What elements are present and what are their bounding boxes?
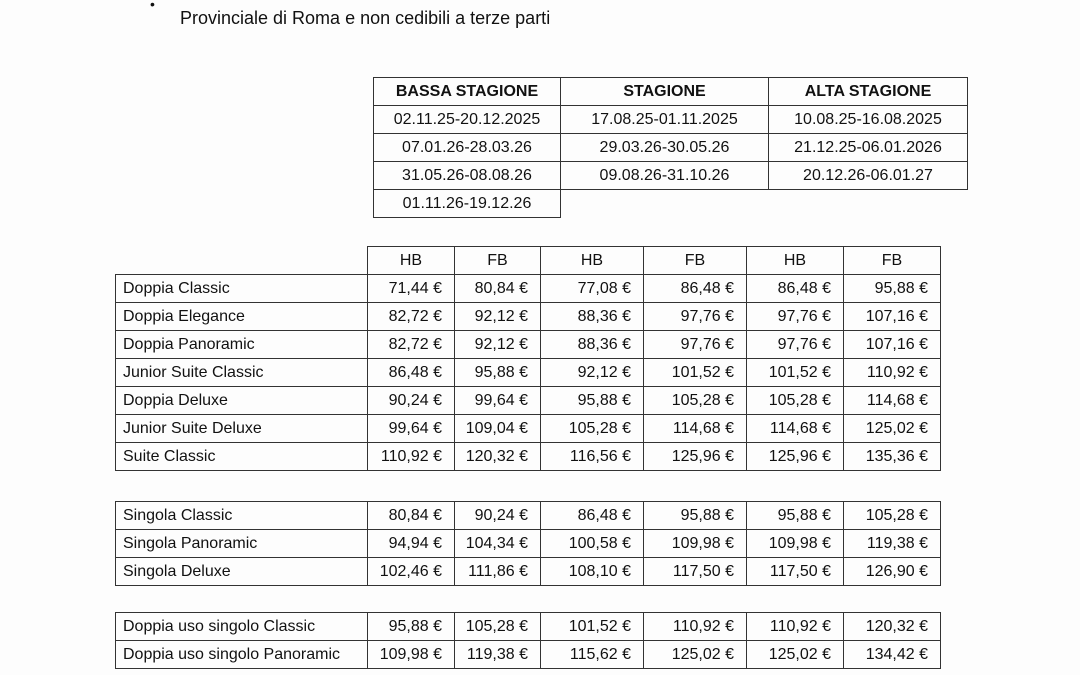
season-header-low: BASSA STAGIONE xyxy=(374,78,561,106)
rate-cell: 95,88 € xyxy=(644,502,747,530)
season-empty xyxy=(561,190,769,218)
rate-cell: 119,38 € xyxy=(844,530,941,558)
season-row xyxy=(374,106,968,134)
rate-cell: 117,50 € xyxy=(747,558,844,586)
rate-cell: 109,98 € xyxy=(644,530,747,558)
rate-cell: 94,94 € xyxy=(368,530,455,558)
rate-cell: 110,92 € xyxy=(844,359,941,387)
table-row xyxy=(116,387,941,415)
rate-cell: 125,02 € xyxy=(747,641,844,669)
rate-cell: 86,48 € xyxy=(644,275,747,303)
rate-cell: 125,96 € xyxy=(747,443,844,471)
room-type-label: Junior Suite Classic xyxy=(116,359,368,387)
rate-cell: 101,52 € xyxy=(541,613,644,641)
rate-cell: 125,02 € xyxy=(644,641,747,669)
room-type-label: Singola Classic xyxy=(116,502,368,530)
table-row xyxy=(116,641,941,669)
rate-cell: 105,28 € xyxy=(747,387,844,415)
rate-cell: 135,36 € xyxy=(844,443,941,471)
rate-cell: 102,46 € xyxy=(368,558,455,586)
rate-cell: 95,88 € xyxy=(455,359,541,387)
rate-cell: 101,52 € xyxy=(747,359,844,387)
season-header-high: ALTA STAGIONE xyxy=(769,78,968,106)
rate-cell: 105,28 € xyxy=(541,415,644,443)
season-date: 17.08.25-01.11.2025 xyxy=(561,106,769,134)
season-date: 02.11.25-20.12.2025 xyxy=(374,106,561,134)
rate-cell: 80,84 € xyxy=(368,502,455,530)
rate-cell: 105,28 € xyxy=(455,613,541,641)
table-row xyxy=(116,359,941,387)
rate-cell: 86,48 € xyxy=(747,275,844,303)
rate-cell: 109,98 € xyxy=(747,530,844,558)
season-date: 29.03.26-30.05.26 xyxy=(561,134,769,162)
season-row xyxy=(374,162,968,190)
season-date: 31.05.26-08.08.26 xyxy=(374,162,561,190)
rate-cell: 109,98 € xyxy=(368,641,455,669)
table-row xyxy=(116,275,941,303)
room-type-label: Singola Panoramic xyxy=(116,530,368,558)
rates-table-dus xyxy=(115,612,941,669)
season-date: 21.12.25-06.01.2026 xyxy=(769,134,968,162)
rate-cell: 80,84 € xyxy=(455,275,541,303)
rate-cell: 114,68 € xyxy=(844,387,941,415)
season-row xyxy=(374,134,968,162)
rate-cell: 110,92 € xyxy=(644,613,747,641)
rate-cell: 99,64 € xyxy=(368,415,455,443)
room-type-label: Doppia Panoramic xyxy=(116,331,368,359)
rate-cell: 119,38 € xyxy=(455,641,541,669)
rate-cell: 86,48 € xyxy=(368,359,455,387)
rate-cell: 117,50 € xyxy=(644,558,747,586)
rate-cell: 120,32 € xyxy=(455,443,541,471)
room-type-label: Doppia Elegance xyxy=(116,303,368,331)
room-type-label: Junior Suite Deluxe xyxy=(116,415,368,443)
season-date: 10.08.25-16.08.2025 xyxy=(769,106,968,134)
room-type-label: Doppia Classic xyxy=(116,275,368,303)
rate-cell: 97,76 € xyxy=(644,331,747,359)
rate-cell: 82,72 € xyxy=(368,331,455,359)
seasons-header-row xyxy=(374,78,968,106)
room-type-label: Suite Classic xyxy=(116,443,368,471)
rates-header-hb: HB xyxy=(368,247,455,275)
rate-cell: 90,24 € xyxy=(368,387,455,415)
rate-cell: 107,16 € xyxy=(844,303,941,331)
rate-cell: 105,28 € xyxy=(844,502,941,530)
rate-cell: 104,34 € xyxy=(455,530,541,558)
rate-cell: 110,92 € xyxy=(368,443,455,471)
intro-line-2: Provinciale di Roma e non cedibili a terze parti xyxy=(180,8,551,28)
rate-cell: 97,76 € xyxy=(644,303,747,331)
season-date: 01.11.26-19.12.26 xyxy=(374,190,561,218)
intro-line-1 xyxy=(180,0,838,1)
rates-table-single xyxy=(115,501,941,586)
rate-cell: 71,44 € xyxy=(368,275,455,303)
rate-cell: 92,12 € xyxy=(455,303,541,331)
rate-cell: 97,76 € xyxy=(747,331,844,359)
rate-cell: 111,86 € xyxy=(455,558,541,586)
rates-table-double xyxy=(115,246,941,471)
rate-cell: 114,68 € xyxy=(644,415,747,443)
table-row xyxy=(116,331,941,359)
table-row xyxy=(116,613,941,641)
room-type-label: Doppia Deluxe xyxy=(116,387,368,415)
season-date: 07.01.26-28.03.26 xyxy=(374,134,561,162)
table-row xyxy=(116,502,941,530)
rate-cell: 120,32 € xyxy=(844,613,941,641)
table-row xyxy=(116,443,941,471)
rate-cell: 97,76 € xyxy=(747,303,844,331)
table-row xyxy=(116,558,941,586)
rate-cell: 109,04 € xyxy=(455,415,541,443)
rate-cell: 114,68 € xyxy=(747,415,844,443)
season-row xyxy=(374,190,968,218)
rate-cell: 95,88 € xyxy=(541,387,644,415)
rate-cell: 92,12 € xyxy=(455,331,541,359)
rates-header-fb: FB xyxy=(644,247,747,275)
rates-header-hb: HB xyxy=(541,247,644,275)
season-header-mid: STAGIONE xyxy=(561,78,769,106)
room-type-label: Doppia uso singolo Panoramic xyxy=(116,641,368,669)
rate-cell: 126,90 € xyxy=(844,558,941,586)
table-row xyxy=(116,303,941,331)
rate-cell: 95,88 € xyxy=(368,613,455,641)
rate-cell: 125,96 € xyxy=(644,443,747,471)
rate-cell: 99,64 € xyxy=(455,387,541,415)
rate-cell: 100,58 € xyxy=(541,530,644,558)
rate-cell: 115,62 € xyxy=(541,641,644,669)
table-row xyxy=(116,530,941,558)
rate-cell: 95,88 € xyxy=(844,275,941,303)
rates-header-blank xyxy=(116,247,368,275)
rates-header-hb: HB xyxy=(747,247,844,275)
season-empty xyxy=(769,190,968,218)
rate-cell: 105,28 € xyxy=(644,387,747,415)
rate-cell: 125,02 € xyxy=(844,415,941,443)
rate-cell: 88,36 € xyxy=(541,303,644,331)
rates-header-row xyxy=(116,247,941,275)
room-type-label: Doppia uso singolo Classic xyxy=(116,613,368,641)
bullet-icon: • xyxy=(150,0,155,12)
room-type-label: Singola Deluxe xyxy=(116,558,368,586)
rate-cell: 77,08 € xyxy=(541,275,644,303)
rate-cell: 134,42 € xyxy=(844,641,941,669)
rate-cell: 95,88 € xyxy=(747,502,844,530)
season-date: 20.12.26-06.01.27 xyxy=(769,162,968,190)
rates-header-fb: FB xyxy=(844,247,941,275)
rate-cell: 92,12 € xyxy=(541,359,644,387)
rate-cell: 82,72 € xyxy=(368,303,455,331)
seasons-table xyxy=(373,77,968,218)
rate-cell: 90,24 € xyxy=(455,502,541,530)
rate-cell: 101,52 € xyxy=(644,359,747,387)
rate-cell: 86,48 € xyxy=(541,502,644,530)
rate-cell: 88,36 € xyxy=(541,331,644,359)
rate-cell: 116,56 € xyxy=(541,443,644,471)
table-row xyxy=(116,415,941,443)
rate-cell: 107,16 € xyxy=(844,331,941,359)
rate-cell: 110,92 € xyxy=(747,613,844,641)
season-date: 09.08.26-31.10.26 xyxy=(561,162,769,190)
rates-header-fb: FB xyxy=(455,247,541,275)
rate-cell: 108,10 € xyxy=(541,558,644,586)
